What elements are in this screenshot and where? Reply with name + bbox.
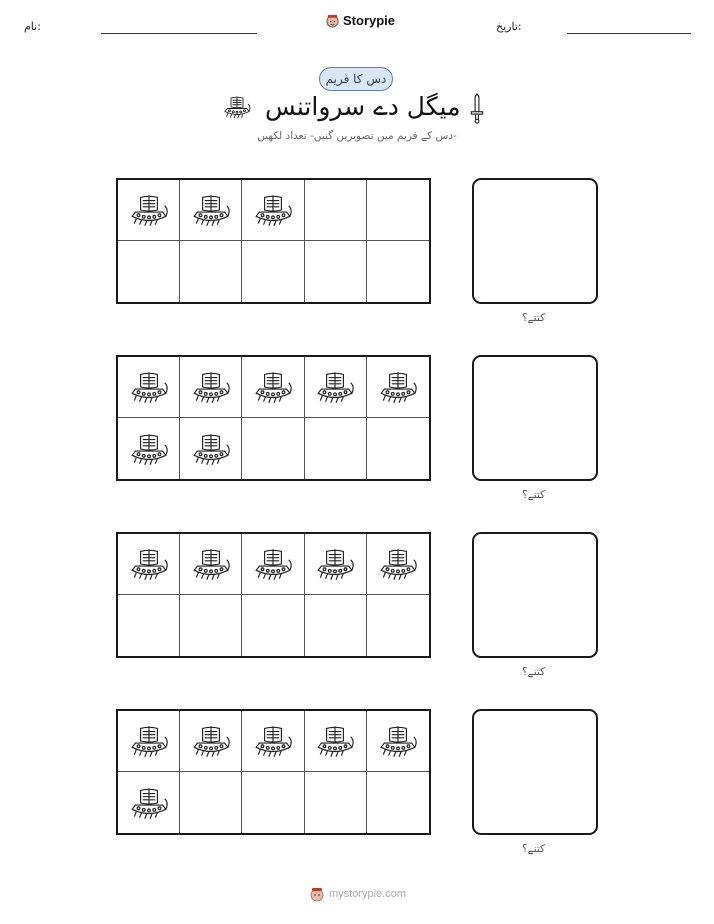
viking-ship-icon [252, 543, 294, 585]
ten-frame-cell [180, 241, 242, 302]
ten-frame-cell [242, 595, 304, 656]
ten-frame-cell [118, 357, 180, 418]
how-many-label: کتنے؟ [522, 666, 546, 678]
viking-ship-icon [377, 720, 419, 762]
viking-ship-icon [314, 366, 356, 408]
answer-box[interactable] [472, 178, 598, 304]
instructions: دس کے فریم میں تصویریں گنیں- تعداد لکھیں- [257, 130, 457, 142]
ten-frame-cell [367, 357, 429, 418]
ten-frame-cell [242, 534, 304, 595]
viking-ship-icon [190, 543, 232, 585]
ten-frame-cell [242, 772, 304, 833]
ten-frame-cell [118, 180, 180, 241]
answer-box[interactable] [472, 532, 598, 658]
ten-frame-cell [180, 595, 242, 656]
ten-frame-cell [180, 772, 242, 833]
viking-ship-icon [314, 720, 356, 762]
how-many-label: کتنے؟ [522, 312, 546, 324]
date-line[interactable] [567, 33, 691, 34]
ten-frame-cell [180, 711, 242, 772]
ten-frame-cell [367, 595, 429, 656]
viking-ship-icon [128, 366, 170, 408]
ten-frame-cell [242, 180, 304, 241]
viking-ship-icon [222, 92, 252, 122]
ten-frame-cell [305, 357, 367, 418]
ten-frame-cell [118, 772, 180, 833]
viking-ship-icon [377, 366, 419, 408]
ten-frame-cell [367, 241, 429, 302]
footer [309, 886, 406, 902]
ten-frame-cell [242, 418, 304, 479]
date-label: تاریخ: [496, 20, 522, 33]
ten-frame-cell [242, 357, 304, 418]
viking-ship-icon [252, 720, 294, 762]
ten-frame-cell [305, 534, 367, 595]
name-label: نام: [24, 20, 41, 33]
viking-ship-icon [252, 189, 294, 231]
how-many-label: کتنے؟ [522, 489, 546, 501]
viking-ship-icon [190, 428, 232, 470]
viking-ship-icon [190, 189, 232, 231]
footer-site: mystorypie.com [329, 888, 407, 900]
ten-frame-cell [180, 534, 242, 595]
ten-frame [116, 178, 431, 304]
viking-ship-icon [128, 428, 170, 470]
viking-ship-icon [128, 543, 170, 585]
viking-ship-icon [252, 366, 294, 408]
brand-logo [325, 13, 395, 28]
brand-name: Storypie [343, 13, 396, 28]
ten-frame [116, 355, 431, 481]
ten-frame-cell [118, 534, 180, 595]
ten-frame-cell [367, 418, 429, 479]
viking-ship-icon [314, 543, 356, 585]
ten-frame [116, 709, 431, 835]
title-row [0, 90, 714, 130]
viking-ship-icon [377, 543, 419, 585]
ten-frame-cell [367, 711, 429, 772]
viking-ship-icon [128, 782, 170, 824]
ten-frame-cell [118, 711, 180, 772]
ten-frame-cell [305, 772, 367, 833]
ten-frame-cell [367, 772, 429, 833]
mascot-icon [309, 886, 325, 902]
ten-frame-cell [367, 534, 429, 595]
how-many-label: کتنے؟ [522, 843, 546, 855]
viking-ship-icon [128, 720, 170, 762]
page-title: میگل دے سرواتنس [265, 92, 461, 121]
viking-ship-icon [190, 366, 232, 408]
ten-frame-cell [305, 180, 367, 241]
name-line[interactable] [101, 33, 257, 34]
ten-frame-cell [305, 241, 367, 302]
ten-frame-cell [118, 595, 180, 656]
ten-frame-cell [242, 711, 304, 772]
ten-frame-cell [305, 711, 367, 772]
answer-box[interactable] [472, 709, 598, 835]
ten-frame-cell [118, 418, 180, 479]
viking-ship-icon [128, 189, 170, 231]
ten-frame-cell [118, 241, 180, 302]
ten-frame-cell [180, 357, 242, 418]
answer-box[interactable] [472, 355, 598, 481]
ten-frame-cell [305, 595, 367, 656]
mascot-icon [325, 13, 340, 28]
ten-frame-cell [242, 241, 304, 302]
sword-icon [466, 92, 488, 124]
topic-tag: دس کا فریم [319, 67, 393, 91]
ten-frame-cell [367, 180, 429, 241]
ten-frame [116, 532, 431, 658]
ten-frame-cell [305, 418, 367, 479]
viking-ship-icon [190, 720, 232, 762]
ten-frame-cell [180, 180, 242, 241]
ten-frame-cell [180, 418, 242, 479]
